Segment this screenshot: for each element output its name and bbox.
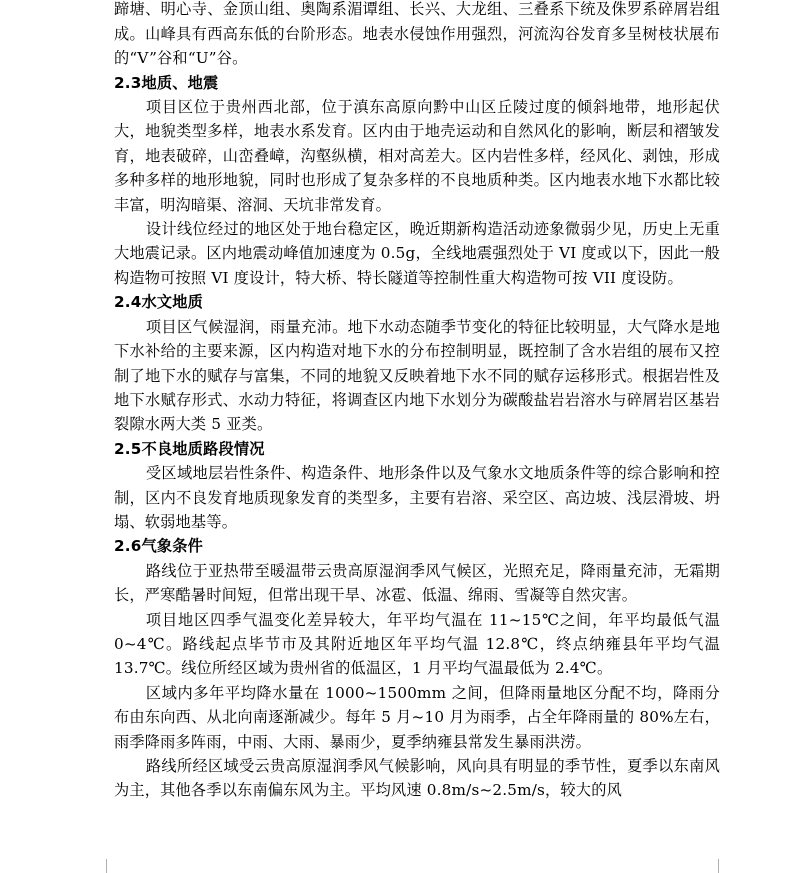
section-heading: 2.3地质、地震 xyxy=(114,73,219,92)
page-margin-marker xyxy=(92,859,107,873)
paragraph: 项目地区四季气温变化差异较大，年平均气温在 11~15℃之间，年平均最低气温 0~4℃。路线起点毕节市及其附近地区年平均气温 12.8℃，终点纳雍县年平均气温 13.7℃。线位所经区域为贵州省的低温区，1 月平均气温最低为 2.4℃。 xyxy=(114,610,720,678)
paragraph: 项目区气候湿润，雨量充沛。地下水动态随季节变化的特征比较明显，大气降水是地下水补给的主要来源，区内构造对地下水的分布控制明显，既控制了含水岩组的展布又控制了地下水的赋存与富集，不同的地貌又反映着地下水不同的赋存运移形式。根据岩性及地下水赋存形式、水动力特征，将调查区内地下水划分为碳酸盐岩岩溶水与碎屑岩区基岩裂隙水两大类 5 亚类。 xyxy=(114,317,720,434)
paragraph: 区域内多年平均降水量在 1000~1500mm 之间，但降雨量地区分配不均，降雨分布由东向西、从北向南逐渐减少。每年 5 月~10 月为雨季，占全年降雨量的 80%左右，雨季降雨多阵雨，中雨、大雨、暴雨少，夏季纳雍县常发生暴雨洪涝。 xyxy=(114,683,720,751)
section-heading: 2.4水文地质 xyxy=(114,293,204,312)
paragraph: 受区域地层岩性条件、构造条件、地形条件以及气象水文地质条件等的综合影响和控制，区内不良发育地质现象发育的类型多，主要有岩溶、采空区、高边坡、浅层滑坡、坍塌、软弱地基等。 xyxy=(114,464,720,531)
page-margin-marker xyxy=(718,859,733,873)
paragraph: 设计线位经过的地区处于地台稳定区，晚近期新构造活动迹象微弱少见，历史上无重大地震记录。区内地震动峰值加速度为 0.5g，全线地震强烈处于 VI 度或以下，因此一般构造物可按照 VI 度设计，特大桥、特长隧道等控制性重大构造物可按 VII 度设防。 xyxy=(114,220,720,287)
paragraph: 项目区位于贵州西北部，位于滇东高原向黔中山区丘陵过度的倾斜地带，地形起伏大，地貌类型多样，地表水系发育。区内由于地壳运动和自然风化的影响，断层和褶皱发育，地表破碎，山峦叠嶂，沟壑纵横，相对高差大。区内岩性多样，经风化、剥蚀，形成多种多样的地形地貌，同时也形成了复杂多样的不良地质种类。区内地表水地下水都比较丰富，明沟暗渠、溶洞、天坑非常发育。 xyxy=(114,98,720,214)
section-heading: 2.5不良地质路段情况 xyxy=(114,439,265,458)
paragraph: 路线位于亚热带至暖温带云贵高原湿润季风气候区，光照充足，降雨量充沛，无霜期长，严寒酷暑时间短，但常出现干旱、冰雹、低温、绵雨、雪凝等自然灾害。 xyxy=(114,561,720,605)
section-heading: 2.6气象条件 xyxy=(114,537,204,556)
paragraph: 路线所经区域受云贵高原湿润季风气候影响，风向具有明显的季节性，夏季以东南风为主，其他各季以东南偏东风为主。平均风速 0.8m/s~2.5m/s，较大的风 xyxy=(114,757,720,800)
document-page xyxy=(114,0,720,803)
intro-paragraph: 蹄塘、明心寺、金顶山组、奥陶系湄谭组、长兴、大龙组、三叠系下统及侏罗系碎屑岩组成。山峰具有西高东低的台阶形态。地表水侵蚀作用强烈，河流沟谷发育多呈树枝状展布的“V”谷和“U”谷。 xyxy=(114,0,720,68)
